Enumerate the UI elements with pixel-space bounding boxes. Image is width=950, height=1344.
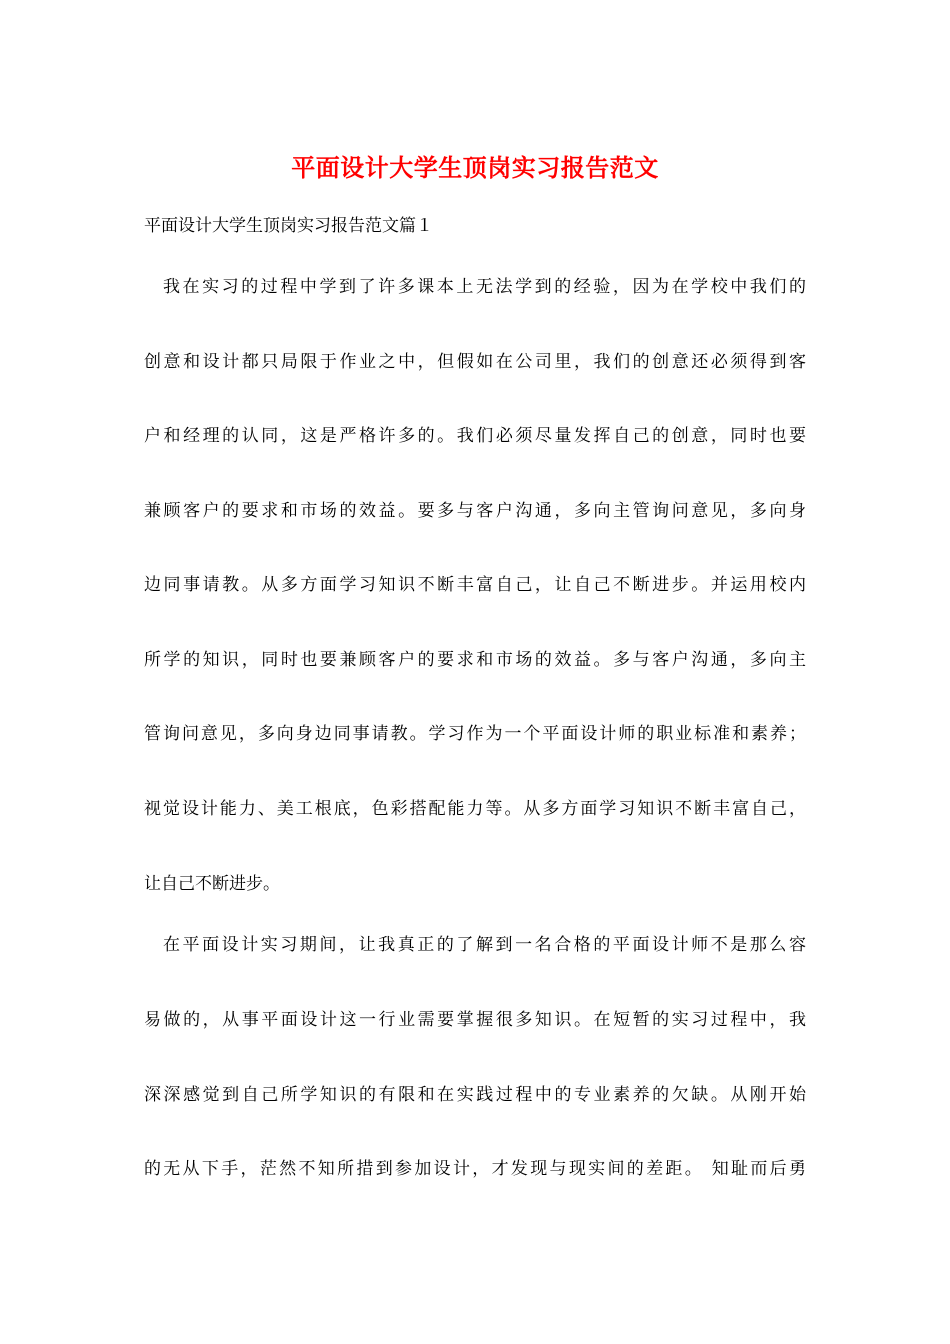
section-heading: 平面设计大学生顶岗实习报告范文篇１ bbox=[144, 216, 433, 236]
paragraph-line: 让自己不断进步。 bbox=[144, 874, 280, 894]
paragraph-line: 创意和设计都只局限于作业之中，但假如在公司里，我们的创意还必须得到客 bbox=[144, 352, 806, 372]
paragraph-line: 的无从下手，茫然不知所措到参加设计，才发现与现实间的差距。 知耻而后勇 bbox=[144, 1159, 806, 1179]
paragraph-line: 所学的知识，同时也要兼顾客户的要求和市场的效益。多与客户沟通，多向主 bbox=[144, 650, 806, 670]
paragraph-line: 户和经理的认同，这是严格许多的。我们必须尽量发挥自己的创意，同时也要 bbox=[144, 426, 806, 446]
paragraph-line: 视觉设计能力、美工根底，色彩搭配能力等。从多方面学习知识不断丰富自己， bbox=[144, 799, 806, 819]
paragraph-line: 在平面设计实习期间，让我真正的了解到一名合格的平面设计师不是那么容 bbox=[163, 935, 806, 955]
paragraph-line: 易做的，从事平面设计这一行业需要掌握很多知识。在短暂的实习过程中，我 bbox=[144, 1010, 806, 1030]
paragraph-line: 管询问意见，多向身边同事请教。学习作为一个平面设计师的职业标准和素养； bbox=[144, 724, 806, 744]
paragraph-line: 我在实习的过程中学到了许多课本上无法学到的经验，因为在学校中我们的 bbox=[163, 277, 806, 297]
paragraph-line: 深深感觉到自己所学知识的有限和在实践过程中的专业素养的欠缺。从刚开始 bbox=[144, 1085, 806, 1105]
paragraph-line: 兼顾客户的要求和市场的效益。要多与客户沟通，多向主管询问意见，多向身 bbox=[144, 501, 806, 521]
paragraph-line: 边同事请教。从多方面学习知识不断丰富自己，让自己不断进步。并运用校内 bbox=[144, 575, 806, 595]
document-title: 平面设计大学生顶岗实习报告范文 bbox=[291, 153, 659, 182]
